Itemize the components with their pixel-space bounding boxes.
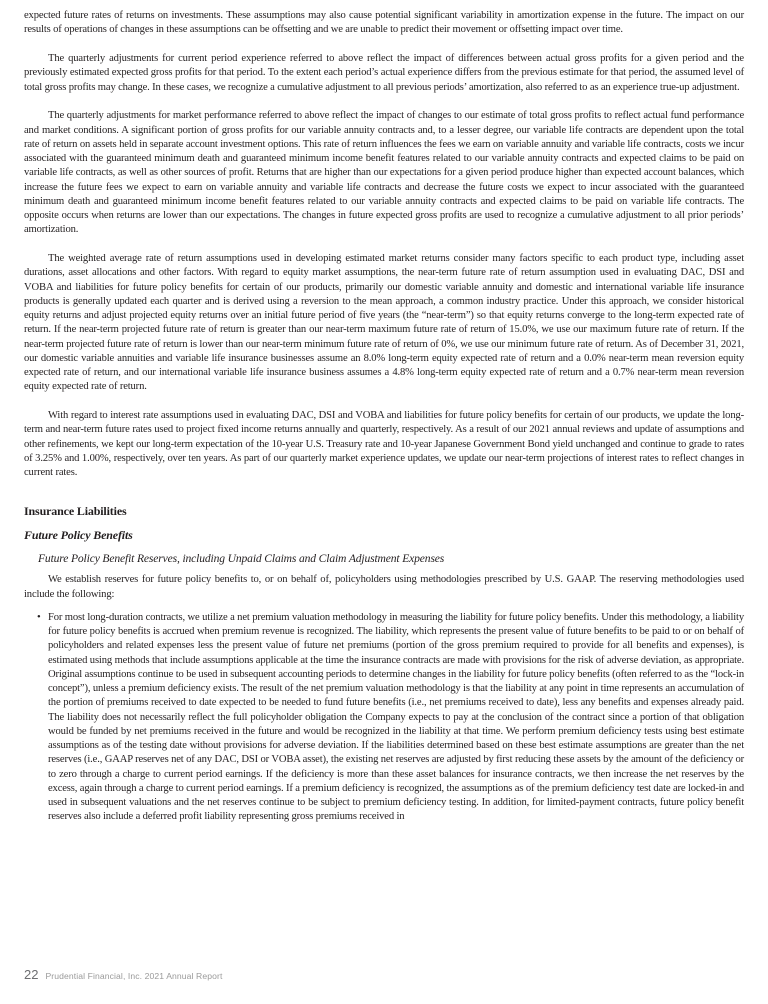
- section-heading: Insurance Liabilities: [24, 504, 127, 519]
- section-subheading: Future Policy Benefits: [24, 528, 133, 543]
- paragraph-continuation: expected future rates of returns on investments. These assumptions may also cause potential significant variability in amortization expense in the future. The impact on our results of operations of changes in these assumptions can be offsetting and we are unable to predict their movement or offsetting impact over time.: [24, 10, 744, 36]
- section-subsubheading: Future Policy Benefit Reserves, including Unpaid Claims and Claim Adjustment Expenses: [38, 552, 445, 566]
- list-item: [37, 611, 744, 825]
- list-item-text: For most long-duration contracts, we utilize a net premium valuation methodology in measuring the liability for future policy benefits. Under this methodology, a liability for future policy benefits is accrued when premium revenue is recognized. The liability, which represents the present value of future benefits to be paid to or on behalf of policyholders and related expenses less the present value of future net premiums (portion of the gross premium required to provide for all benefits and expenses), is estimated using methods that include assumptions applicable at the time the insurance contracts are made with provisions for the risk of adverse deviation, as appropriate. Original assumptions continue to be used in subsequent accounting periods to determine changes in the liability for future policy benefits (often referred to as the “lock-in concept”), unless a premium deficiency exists. The result of the net premium valuation methodology is that the liability at any point in time represents an accumulation of the portion of premiums received to date expected to be needed to fund future benefits (i.e., net premiums received to date), less any benefits and expenses already paid. The liability does not necessarily reflect the full policyholder obligation the Company expects to pay at the conclusion of the contract since a portion of that obligation would be funded by net premiums received in the future and would be recognized in the liability at that time. We perform premium deficiency tests using best estimate assumptions as of the testing date without provisions for adverse deviation. If the liabilities determined based on these best estimate assumptions are greater than the net reserves (i.e., GAAP reserves net of any DAC, DSI or VOBA asset), the existing net reserves are adjusted by first reducing these assets by the amount of the deficiency or to zero through a charge to current period earnings. If the deficiency is more than these asset balances for insurance contracts, we then increase the net reserves by the excess, again through a charge to current period earnings. If a premium deficiency is recognized, the assumptions as of the premium deficiency test date are locked-in and used in subsequent valuations and the net reserves continue to be subject to premium deficiency testing. In addition, for limited-payment contracts, future policy benefit reserves also include a deferred profit liability representing gross premiums received in: [48, 611, 744, 823]
- paragraph-rate-of-return-assumptions: The weighted average rate of return assumptions used in developing estimated market returns consider many factors specific to each product type, including asset durations, asset allocations and other factors. With regard to equity market assumptions, the near-term future rate of return assumption used in evaluating DAC, DSI and VOBA and liabilities for future policy benefits for certain of our products, primarily our domestic variable annuity and domestic and international variable life insurance products is generally updated each quarter and is derived using a reversion to the mean approach, a common industry practice. Under this approach, we consider historical equity returns and adjust projected equity returns over an initial future period of five years (the “near-term”) so that equity returns converge to the long-term expected rate of return. If the near-term projected future rate of return is greater than our near-term maximum future rate of return of 15.0%, we use our maximum future rate of return. If the near-term projected future rate of return is lower than our near-term minimum future rate of return of 0%, we use our minimum future rate of return. As of December 31, 2021, our domestic variable annuities and variable life insurance businesses assume an 8.0% long-term equity expected rate of return and a 0.0% near-term mean reversion equity expected rate of return, and our international variable life insurance business assumes a 4.8% long-term equity expected rate of return and a 0.7% near-term mean reversion equity expected rate of return.: [24, 253, 744, 393]
- document-page: [24, 9, 744, 825]
- report-title: Prudential Financial, Inc. 2021 Annual Report: [45, 971, 223, 981]
- page-number: 22: [24, 967, 39, 982]
- paragraph-interest-rate-assumptions: With regard to interest rate assumptions used in evaluating DAC, DSI and VOBA and liabilities for future policy benefits for certain of our products, we update the long-term and near-term future rates used to project fixed income returns annually and quarterly, respectively. As a result of our 2021 annual reviews and update of assumptions and other refinements, we kept our long-term expectation of the 10-year U.S. Treasury rate and 10-year Japanese Government Bond yield unchanged and continue to grade to rates of 3.25% and 1.00%, respectively, over ten years. As part of our quarterly market experience updates, we update our near-term projections of interest rates to reflect changes in current rates.: [24, 410, 744, 478]
- paragraph-market-performance: The quarterly adjustments for market performance referred to above reflect the impact of changes to our estimate of total gross profits to reflect actual fund performance and market conditions. A significant portion of gross profits for our variable annuity contracts and, to a lesser degree, our variable life contracts are dependent upon the total rate of return on assets held in separate account investment options. This rate of return influences the fees we earn on variable annuity and variable life contracts, costs we incur associated with the guaranteed minimum death and guaranteed minimum income benefit features related to our variable annuity contracts and expected claims to be paid on variable life contracts, as well as other sources of profit. Returns that are higher than our expectations for a given period produce higher than expected account balances, which increase the future fees we expect to earn on variable annuity and variable life contracts and decrease the future costs we expect to incur associated with the guaranteed minimum death and guaranteed minimum income benefit features related to our variable annuity contracts and expected claims to be paid on variable life contracts. The opposite occurs when returns are lower than our expectations. The changes in future expected gross profits are used to recognize a cumulative adjustment to all prior periods’ amortization.: [24, 110, 744, 236]
- paragraph-reserves-intro: We establish reserves for future policy benefits to, or on behalf of, policyholders using methodologies prescribed by U.S. GAAP. The reserving methodologies used include the following:: [24, 574, 744, 600]
- reserving-methodologies-list: [24, 611, 744, 825]
- page-footer: [24, 967, 222, 982]
- bullet-icon: •: [37, 611, 41, 623]
- paragraph-experience-true-up: The quarterly adjustments for current period experience referred to above reflect the impact of differences between actual gross profits for a given period and the previously estimated expected gross profits for that period. To the extent each period’s actual experience differs from the previous estimate for that period, the assumed level of total gross profits may change. In these cases, we recognize a cumulative adjustment to all previous periods’ amortization, also referred to as an experience true-up adjustment.: [24, 53, 744, 93]
